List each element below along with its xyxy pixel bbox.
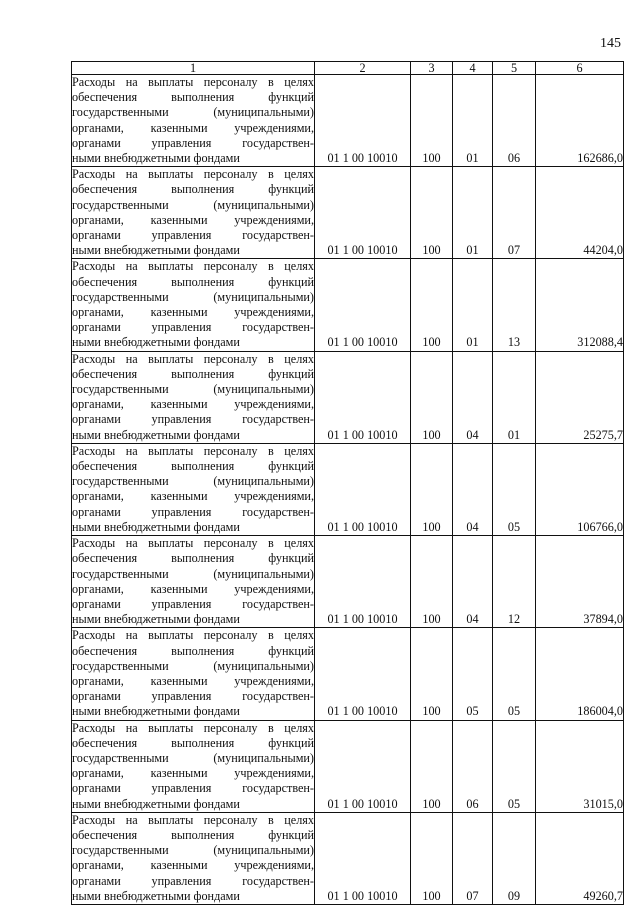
section-code: 01 (453, 75, 493, 167)
table-row (72, 351, 624, 443)
description-line: органами, казенными учреждениями, (72, 858, 314, 873)
description-line: государственными (муниципальными) (72, 474, 314, 489)
description-line: обеспечения выполнения функций (72, 551, 314, 566)
expense-description (72, 628, 315, 720)
description-line: государственными (муниципальными) (72, 382, 314, 397)
amount: 49260,7 (536, 812, 624, 904)
description-line: органами, казенными учреждениями, (72, 120, 314, 135)
description-line: обеспечения выполнения функций (72, 182, 314, 197)
description-line: органами управления государствен- (72, 596, 314, 611)
subsection-code: 05 (493, 720, 536, 812)
description-line: ными внебюджетными фондами (72, 427, 240, 442)
expense-description (72, 536, 315, 628)
amount: 37894,0 (536, 536, 624, 628)
description-line: обеспечения выполнения функций (72, 643, 314, 658)
description-line: государственными (муниципальными) (72, 566, 314, 581)
amount: 25275,7 (536, 351, 624, 443)
description-line: органами управления государствен- (72, 320, 314, 335)
header-row (72, 62, 624, 75)
expense-description (72, 443, 315, 535)
description-line: ными внебюджетными фондами (72, 796, 240, 811)
description-line: органами, казенными учреждениями, (72, 305, 314, 320)
expense-type-code: 100 (411, 259, 453, 351)
section-code: 05 (453, 628, 493, 720)
expense-type-code: 100 (411, 720, 453, 812)
description-line: государственными (муниципальными) (72, 750, 314, 765)
subsection-code: 07 (493, 167, 536, 259)
amount: 31015,0 (536, 720, 624, 812)
description-line: ными внебюджетными фондами (72, 151, 240, 166)
table-body (72, 75, 624, 905)
description-line: ными внебюджетными фондами (72, 888, 240, 903)
target-article-code: 01 1 00 10010 (315, 259, 411, 351)
description-line: органами управления государствен- (72, 504, 314, 519)
description-line: обеспечения выполнения функций (72, 735, 314, 750)
column-header: 4 (453, 62, 493, 75)
description-line: органами управления государствен- (72, 689, 314, 704)
description-line: органами, казенными учреждениями, (72, 212, 314, 227)
description-line: органами управления государствен- (72, 135, 314, 150)
description-line: Расходы на выплаты персоналу в целях (72, 443, 314, 458)
description-line: органами управления государствен- (72, 873, 314, 888)
table-row (72, 720, 624, 812)
description-line: Расходы на выплаты персоналу в целях (72, 720, 314, 735)
table-row (72, 812, 624, 904)
target-article-code: 01 1 00 10010 (315, 720, 411, 812)
page-number: 145 (600, 36, 621, 51)
description-line: Расходы на выплаты персоналу в целях (72, 167, 314, 182)
description-line: органами, казенными учреждениями, (72, 397, 314, 412)
target-article-code: 01 1 00 10010 (315, 812, 411, 904)
amount: 312088,4 (536, 259, 624, 351)
description-line: органами, казенными учреждениями, (72, 581, 314, 596)
description-line: обеспечения выполнения функций (72, 459, 314, 474)
table-row (72, 259, 624, 351)
expense-type-code: 100 (411, 75, 453, 167)
section-code: 06 (453, 720, 493, 812)
column-header: 5 (493, 62, 536, 75)
description-line: Расходы на выплаты персоналу в целях (72, 812, 314, 827)
column-header: 2 (315, 62, 411, 75)
description-line: Расходы на выплаты персоналу в целях (72, 259, 314, 274)
description-line: Расходы на выплаты персоналу в целях (72, 628, 314, 643)
description-line: государственными (муниципальными) (72, 289, 314, 304)
description-line: ными внебюджетными фондами (72, 335, 240, 350)
target-article-code: 01 1 00 10010 (315, 75, 411, 167)
description-line: органами, казенными учреждениями, (72, 489, 314, 504)
expense-type-code: 100 (411, 351, 453, 443)
amount: 44204,0 (536, 167, 624, 259)
subsection-code: 06 (493, 75, 536, 167)
subsection-code: 05 (493, 628, 536, 720)
expense-description (72, 167, 315, 259)
description-line: государственными (муниципальными) (72, 843, 314, 858)
description-line: Расходы на выплаты персоналу в целях (72, 75, 314, 89)
amount: 186004,0 (536, 628, 624, 720)
description-line: обеспечения выполнения функций (72, 90, 314, 105)
expense-type-code: 100 (411, 536, 453, 628)
expense-description (72, 259, 315, 351)
target-article-code: 01 1 00 10010 (315, 167, 411, 259)
description-line: государственными (муниципальными) (72, 658, 314, 673)
table-row (72, 167, 624, 259)
description-line: Расходы на выплаты персоналу в целях (72, 351, 314, 366)
amount: 106766,0 (536, 443, 624, 535)
description-line: ными внебюджетными фондами (72, 612, 240, 627)
target-article-code: 01 1 00 10010 (315, 628, 411, 720)
description-line: ными внебюджетными фондами (72, 704, 240, 719)
table-row (72, 443, 624, 535)
section-code: 04 (453, 351, 493, 443)
expense-description (72, 75, 315, 167)
description-line: обеспечения выполнения функций (72, 366, 314, 381)
table-row (72, 75, 624, 167)
section-code: 04 (453, 536, 493, 628)
description-line: ными внебюджетными фондами (72, 519, 240, 534)
expense-type-code: 100 (411, 443, 453, 535)
subsection-code: 05 (493, 443, 536, 535)
description-line: органами управления государствен- (72, 228, 314, 243)
section-code: 01 (453, 167, 493, 259)
target-article-code: 01 1 00 10010 (315, 536, 411, 628)
description-line: органами, казенными учреждениями, (72, 673, 314, 688)
subsection-code: 09 (493, 812, 536, 904)
description-line: органами управления государствен- (72, 781, 314, 796)
description-line: государственными (муниципальными) (72, 105, 314, 120)
description-line: органами управления государствен- (72, 412, 314, 427)
description-line: органами, казенными учреждениями, (72, 766, 314, 781)
target-article-code: 01 1 00 10010 (315, 351, 411, 443)
expense-description (72, 720, 315, 812)
budget-table (71, 61, 624, 905)
description-line: обеспечения выполнения функций (72, 274, 314, 289)
section-code: 04 (453, 443, 493, 535)
section-code: 07 (453, 812, 493, 904)
description-line: Расходы на выплаты персоналу в целях (72, 536, 314, 551)
expense-type-code: 100 (411, 812, 453, 904)
column-header: 3 (411, 62, 453, 75)
expense-description (72, 812, 315, 904)
column-header: 1 (72, 62, 315, 75)
amount: 162686,0 (536, 75, 624, 167)
expense-type-code: 100 (411, 167, 453, 259)
description-line: ными внебюджетными фондами (72, 243, 240, 258)
subsection-code: 12 (493, 536, 536, 628)
expense-type-code: 100 (411, 628, 453, 720)
description-line: обеспечения выполнения функций (72, 827, 314, 842)
column-header: 6 (536, 62, 624, 75)
section-code: 01 (453, 259, 493, 351)
subsection-code: 01 (493, 351, 536, 443)
description-line: государственными (муниципальными) (72, 197, 314, 212)
target-article-code: 01 1 00 10010 (315, 443, 411, 535)
subsection-code: 13 (493, 259, 536, 351)
expense-description (72, 351, 315, 443)
table-row (72, 536, 624, 628)
table-row (72, 628, 624, 720)
